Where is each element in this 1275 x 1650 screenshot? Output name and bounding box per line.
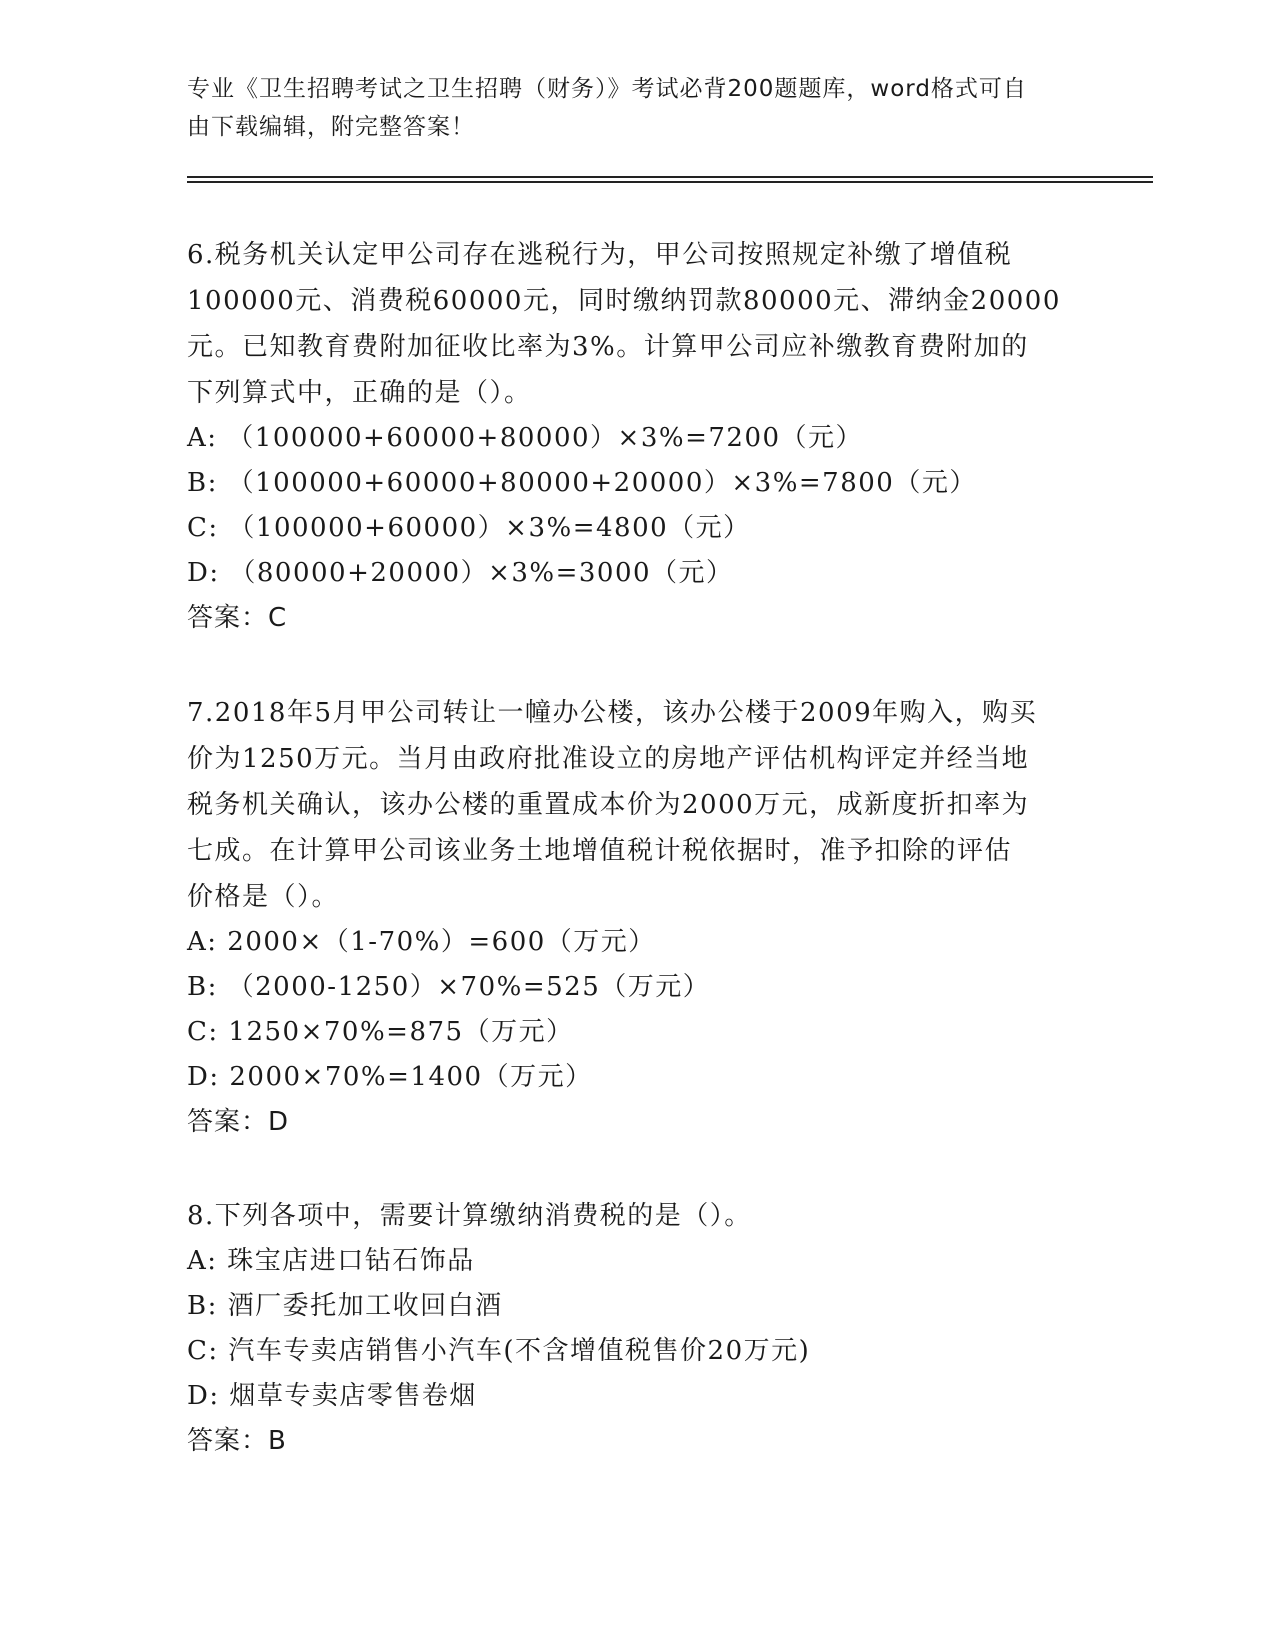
question-text-line: 元。已知教育费附加征收比率为3%。计算甲公司应补缴教育费附加的 — [187, 332, 1029, 362]
header-line-1: 专业《卫生招聘考试之卫生招聘（财务）》考试必背200题题库，word格式可自 — [187, 76, 1027, 102]
question-text-line: 价格是（）。 — [187, 882, 340, 912]
option-d: D: 烟草专卖店零售卷烟 — [187, 1381, 477, 1411]
question-6 — [187, 232, 1087, 641]
header-line-2: 由下载编辑，附完整答案！ — [187, 114, 475, 140]
question-text-line: 下列算式中，正确的是（）。 — [187, 378, 532, 408]
header-divider-bottom — [187, 181, 1153, 183]
answer: 答案：C — [187, 603, 288, 633]
document-header — [187, 70, 1067, 146]
question-text-line: 七成。在计算甲公司该业务土地增值税计税依据时，准予扣除的评估 — [187, 836, 1013, 866]
question-text-line: 价为1250万元。当月由政府批准设立的房地产评估机构评定并经当地 — [187, 744, 1030, 774]
option-b: B: （100000+60000+80000+20000）×3%=7800（元） — [187, 468, 977, 498]
option-c: C: 汽车专卖店销售小汽车(不含增值税售价20万元) — [187, 1336, 811, 1366]
option-d: D: （80000+20000）×3%=3000（元） — [187, 558, 734, 588]
option-a: A: 2000×（1-70%）=600（万元） — [187, 927, 656, 957]
option-c: C: 1250×70%=875（万元） — [187, 1017, 574, 1047]
question-8 — [187, 1193, 1087, 1464]
question-text-line: 7.2018年5月甲公司转让一幢办公楼，该办公楼于2009年购入，购买 — [187, 698, 1038, 728]
question-text-line: 100000元、消费税60000元，同时缴纳罚款80000元、滞纳金20000 — [187, 286, 1061, 316]
answer: 答案：D — [187, 1107, 290, 1137]
question-text-line: 税务机关确认，该办公楼的重置成本价为2000万元，成新度折扣率为 — [187, 790, 1030, 820]
option-a: A: （100000+60000+80000）×3%=7200（元） — [187, 423, 864, 453]
option-b: B: （2000-1250）×70%=525（万元） — [187, 972, 711, 1002]
question-7 — [187, 690, 1087, 1145]
option-d: D: 2000×70%=1400（万元） — [187, 1062, 593, 1092]
option-c: C: （100000+60000）×3%=4800（元） — [187, 513, 751, 543]
header-divider-top — [187, 176, 1153, 178]
option-a: A: 珠宝店进口钻石饰品 — [187, 1246, 475, 1276]
question-text-line: 6.税务机关认定甲公司存在逃税行为，甲公司按照规定补缴了增值税 — [187, 240, 1013, 270]
answer: 答案：B — [187, 1426, 287, 1456]
option-b: B: 酒厂委托加工收回白酒 — [187, 1291, 503, 1321]
question-text-line: 8.下列各项中，需要计算缴纳消费税的是（）。 — [187, 1201, 752, 1231]
